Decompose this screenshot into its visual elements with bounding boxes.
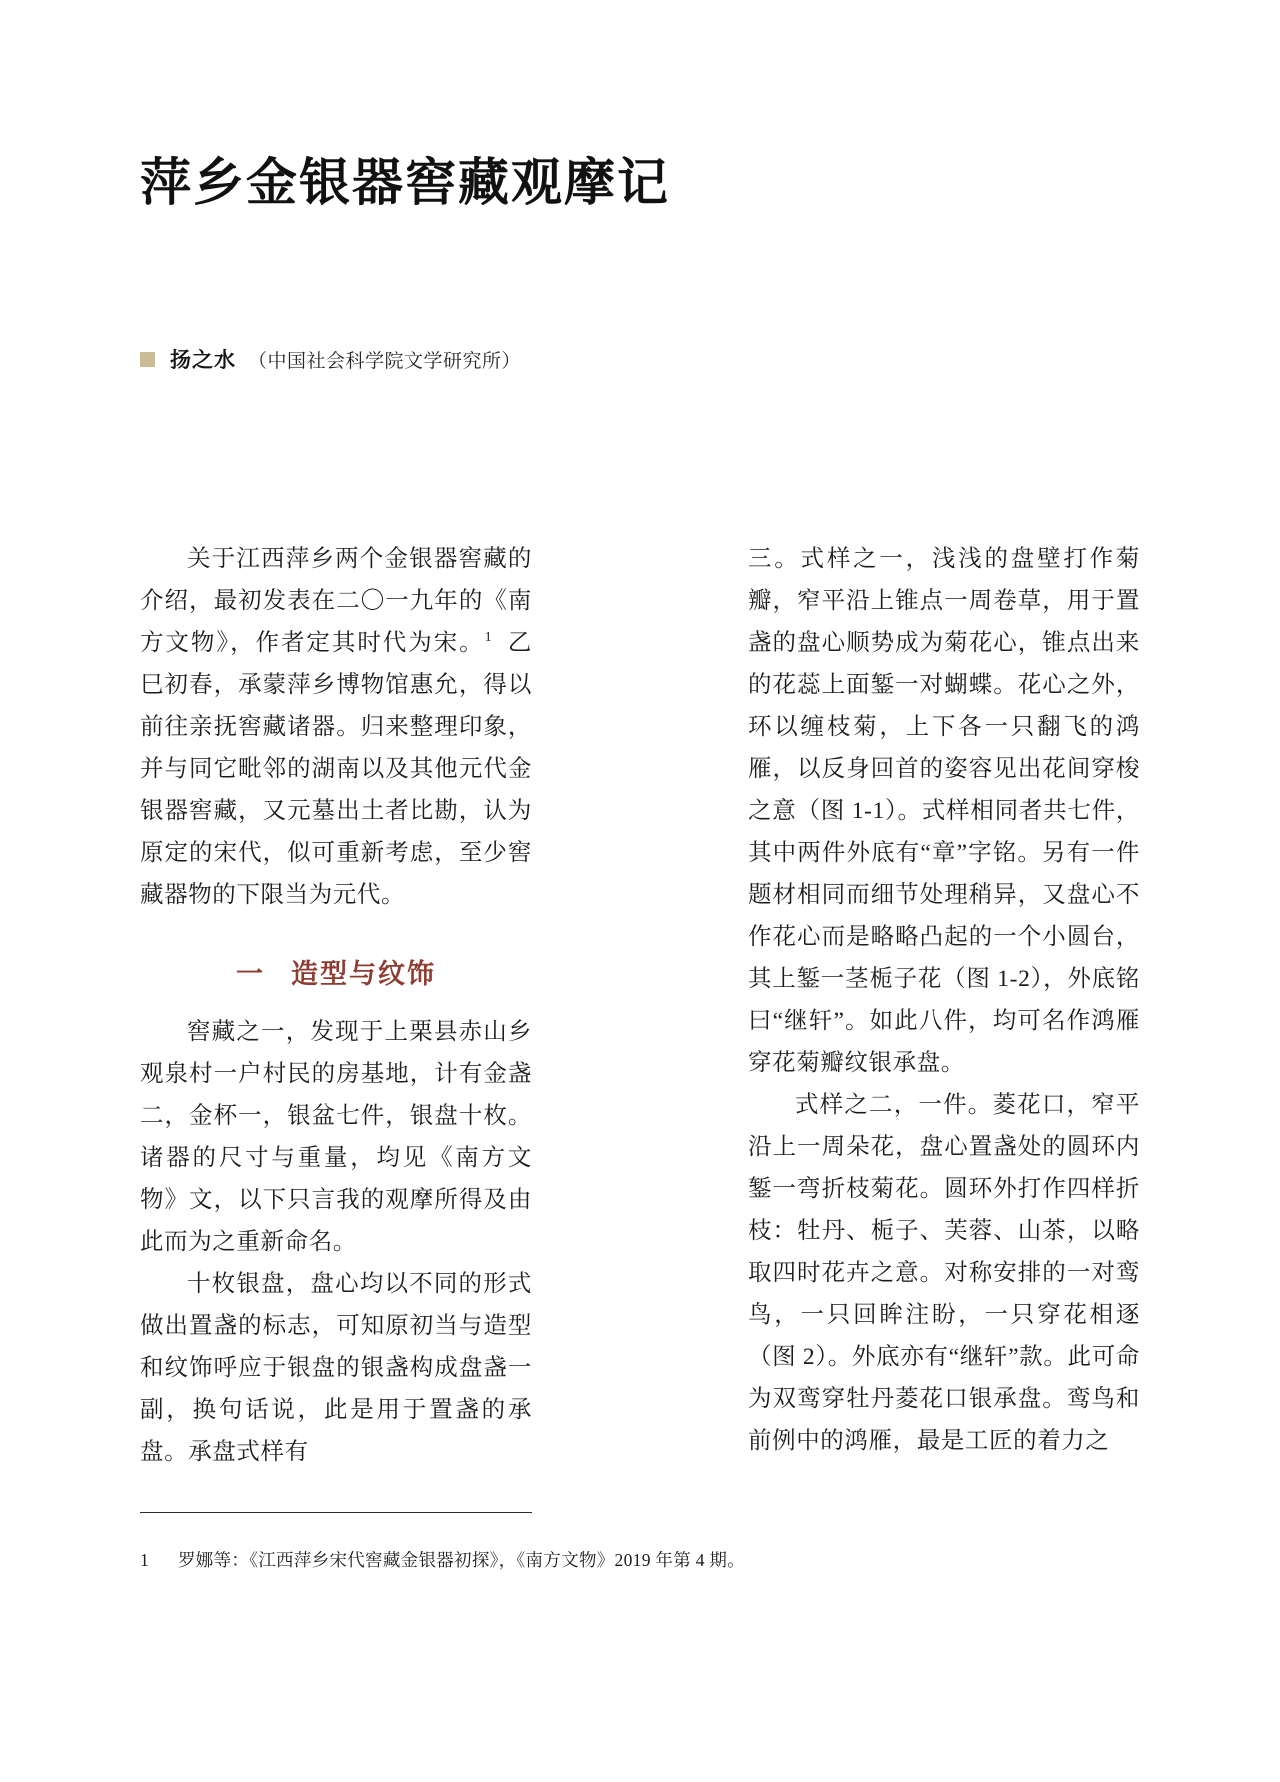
paragraph-style-two: 式样之二，一件。菱花口，窄平沿上一周朵花，盘心置盏处的圆环内錾一弯折枝菊花。圆环外打作四样折枝：牡丹、栀子、芙蓉、山茶，以略取四时花卉之意。对称安排的一对鸾鸟，一只回眸注盼，一只穿花相逐（图 2）。外底亦有“继轩”款。此可命为双鸾穿牡丹菱花口银承盘。鸾鸟和前例中的鸿雁，最是工匠的着力之: [748, 1092, 1140, 1454]
section-number: 一: [236, 959, 265, 990]
paragraph-intro-part1: 关于江西萍乡两个金银器窖藏的介绍，最初发表在二〇一九年的《南方文物》，作者定其时代为宋。: [140, 546, 532, 656]
author-name: 扬之水: [170, 347, 236, 372]
footnote-number: 1: [140, 1550, 150, 1570]
footnote-item: [140, 1545, 1140, 1575]
footnote-area: [140, 1512, 1140, 1575]
paragraph-hoard-one: 窖藏之一，发现于上栗县赤山乡观泉村一户村民的房基地，计有金盏二，金杯一，银盆七件，银盘十枚。诸器的尺寸与重量，均见《南方文物》文，以下只言我的观摩所得及由此而为之重新命名。: [140, 1019, 532, 1255]
paragraph-intro-part2: 乙巳初春，承蒙萍乡博物馆惠允，得以前往亲抚窖藏诸器。归来整理印象，并与同它毗邻的湖南以及其他元代金银器窖藏，又元墓出土者比勘，认为原定的宋代，似可重新考虑，至少窖藏器物的下限当为元代。: [140, 630, 533, 908]
paragraph-ten-plates: 十枚银盘，盘心均以不同的形式做出置盏的标志，可知原初当与造型和纹饰呼应于银盘的银盏构成盘盏一副，换句话说，此是用于置盏的承盘。承盘式样有: [140, 1271, 532, 1465]
author-affiliation: （中国社会科学院文学研究所）: [248, 350, 522, 372]
footnote-divider: [140, 1512, 532, 1513]
right-column: [748, 538, 1140, 1454]
section-label: 造型与纹饰: [291, 959, 436, 990]
square-bullet-icon: [140, 352, 155, 367]
section-heading-1: [140, 952, 532, 991]
article-body: [140, 538, 1140, 1465]
title-block: [140, 152, 1140, 216]
left-column: [140, 538, 533, 1465]
footnote-reference-1[interactable]: 1: [484, 630, 493, 646]
paragraph-intro: [140, 538, 532, 916]
paragraph-style-one: 三。式样之一，浅浅的盘壁打作菊瓣，窄平沿上锥点一周卷草，用于置盏的盘心顺势成为菊花心，锥点出来的花蕊上面錾一对蝴蝶。花心之外，环以缠枝菊，上下各一只翻飞的鸿雁，以反身回首的姿容见出花间穿梭之意（图 1-1）。式样相同者共七件，其中两件外底有“章”字铭。另有一件题材相同而细节处理稍异，又盘心不作花心而是略略凸起的一个小圆台，其上錾一茎栀子花（图 1-2），外底铭曰“继轩”。如此八件，均可名作鸿雁穿花菊瓣纹银承盘。: [748, 546, 1140, 1076]
page-title: 萍乡金银器窖藏观摩记: [140, 153, 671, 213]
author-byline: [140, 344, 521, 374]
footnote-text: 罗娜等：《江西萍乡宋代窖藏金银器初探》，《南方文物》2019 年第 4 期。: [178, 1550, 746, 1570]
